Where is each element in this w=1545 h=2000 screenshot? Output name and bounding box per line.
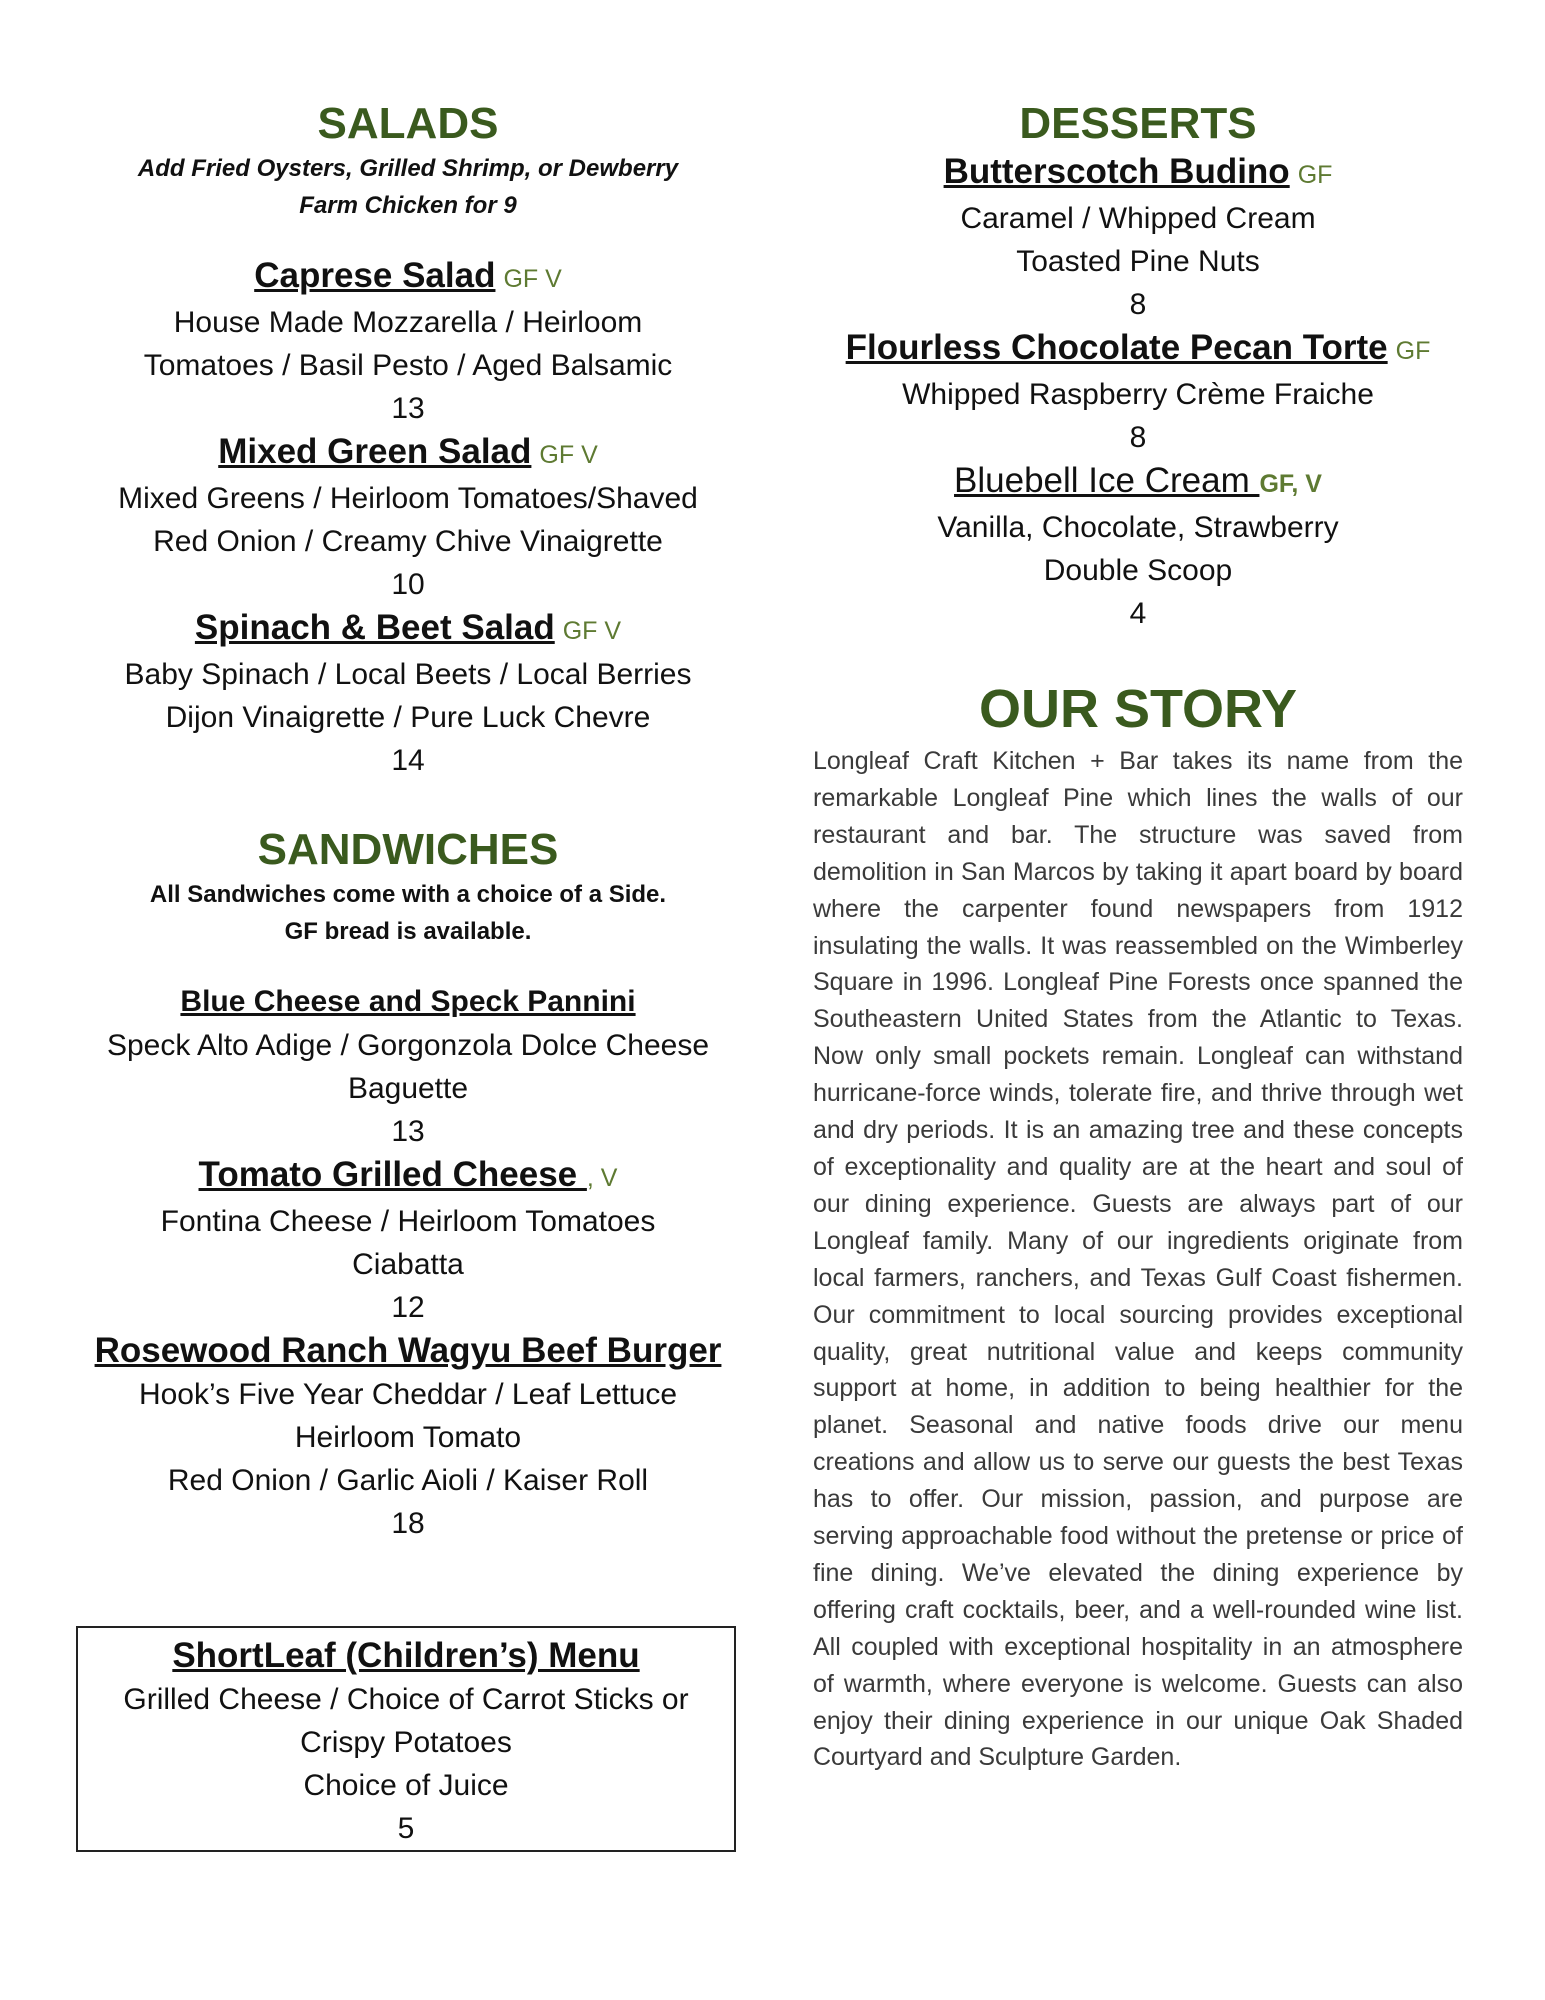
item-name: Tomato Grilled Cheese [198, 1155, 587, 1194]
menu-item [78, 1153, 738, 1329]
item-name: Spinach & Beet Salad [194, 608, 555, 647]
item-price: 18 [391, 1507, 425, 1540]
menu-item [813, 326, 1463, 459]
item-description: Tomatoes / Basil Pesto / Aged Balsamic [143, 349, 673, 382]
our-story-text: Longleaf Craft Kitchen + Bar takes its name from the remarkable Longleaf Pine which lines the walls of our restaurant and bar. The structure was saved from demolition in San Marcos by taking it apart board by board where the carpenter found newspapers from 1912 insulating the walls. It was reassembled on the Wimberley Square in 1996. Longleaf Pine Forests once spanned the Southeastern United States from the Atlantic to Texas. Now only small pockets remain. Longleaf can withstand hurricane-force winds, tolerate fire, and thrive through wet and dry periods. It is an amazing tree and these concepts of exceptionality and quality are at the heart and soul of our dining experience. Guests are always part of our Longleaf family. Many of our ingredients originate from local farmers, ranchers, and Texas Gulf Coast fishermen. Our commitment to local sourcing provides exceptional quality, great nutritional value and keeps community support at home, in addition to being healthier for the planet. Seasonal and native foods drive our menu creations and allow us to serve our guests the best Texas has to offer. Our mission, passion, and purpose are serving approachable food without the pretense or price of fine dining. We’ve elevated the dining experience by offering craft cocktails, beer, and a well-rounded wine list. All coupled with exceptional hospitality in an atmosphere of warmth, where everyone is welcome. Guests can also enjoy their dining experience in our unique Oak Shaded Courtyard and Sculpture Garden. [813, 747, 1463, 1772]
menu-item [78, 430, 738, 606]
salads-note: Add Fried Oysters, Grilled Shrimp, or Dewberry Farm Chicken for 9 [137, 155, 679, 219]
right-column [813, 0, 1463, 1776]
item-name: Caprese Salad [254, 256, 496, 295]
item-price: 13 [391, 392, 425, 425]
diet-tags: GF V [503, 265, 562, 293]
diet-tags: GF V [539, 441, 598, 469]
item-price: 8 [1129, 288, 1147, 321]
item-description: Red Onion / Garlic Aioli / Kaiser Roll [167, 1464, 649, 1497]
menu-item [78, 606, 738, 782]
item-name: Butterscotch Budino [943, 152, 1290, 191]
item-description: Baguette [347, 1072, 469, 1105]
item-price: 12 [391, 1291, 425, 1324]
kids-menu-title: ShortLeaf (Children’s) Menu [172, 1636, 640, 1675]
diet-tags: GF, V [1259, 470, 1322, 498]
menu-item [813, 150, 1463, 326]
item-name: Blue Cheese and Speck Pannini [180, 985, 636, 1018]
item-description: Baby Spinach / Local Beets / Local Berries [124, 658, 692, 691]
item-description: Toasted Pine Nuts [1016, 245, 1260, 278]
item-description: Whipped Raspberry Crème Fraiche [902, 378, 1374, 411]
sandwiches-heading: SANDWICHES [257, 825, 559, 874]
item-description: Double Scoop [1043, 554, 1233, 587]
item-description: Hook’s Five Year Cheddar / Leaf Lettuce [138, 1378, 678, 1411]
item-description: Vanilla, Chocolate, Strawberry [937, 511, 1339, 544]
item-description: Dijon Vinaigrette / Pure Luck Chevre [165, 701, 651, 734]
diet-tags: GF [1395, 337, 1431, 365]
item-name: Flourless Chocolate Pecan Torte [845, 328, 1388, 367]
diet-tags: , V [586, 1164, 618, 1192]
item-price: 4 [1129, 597, 1147, 630]
item-description: Caramel / Whipped Cream [960, 202, 1316, 235]
kids-menu-line: Choice of Juice [303, 1769, 509, 1802]
item-name: Rosewood Ranch Wagyu Beef Burger [94, 1331, 722, 1370]
our-story-heading: OUR STORY [978, 679, 1298, 739]
desserts-heading: DESSERTS [1019, 99, 1257, 148]
menu-item [78, 254, 738, 430]
item-description: Fontina Cheese / Heirloom Tomatoes [160, 1205, 656, 1238]
item-price: 10 [391, 568, 425, 601]
kids-menu-price: 5 [397, 1812, 415, 1845]
salads-heading: SALADS [317, 99, 499, 148]
item-name: Bluebell Ice Cream [954, 461, 1260, 500]
item-price: 14 [391, 744, 425, 777]
item-name: Mixed Green Salad [218, 432, 532, 471]
item-price: 8 [1129, 421, 1147, 454]
kids-menu-line: Crispy Potatoes [300, 1726, 512, 1759]
left-column [78, 0, 738, 1545]
item-description: Heirloom Tomato [294, 1421, 522, 1454]
item-description: Red Onion / Creamy Chive Vinaigrette [153, 525, 663, 558]
item-description: Speck Alto Adige / Gorgonzola Dolce Cheese [106, 1029, 710, 1062]
sandwiches-note: All Sandwiches come with a choice of a Side. GF bread is available. [149, 881, 667, 945]
menu-item [78, 978, 738, 1153]
item-price: 13 [391, 1115, 425, 1148]
kids-menu-line: Grilled Cheese / Choice of Carrot Sticks or [123, 1683, 689, 1716]
menu-item [813, 459, 1463, 635]
item-description: Mixed Greens / Heirloom Tomatoes/Shaved [118, 482, 698, 515]
menu-item [78, 1329, 738, 1545]
diet-tags: GF V [562, 617, 622, 645]
item-description: House Made Mozzarella / Heirloom [173, 306, 643, 339]
diet-tags: GF [1297, 161, 1333, 189]
item-description: Ciabatta [352, 1248, 464, 1281]
kids-menu-box [76, 1626, 736, 1852]
